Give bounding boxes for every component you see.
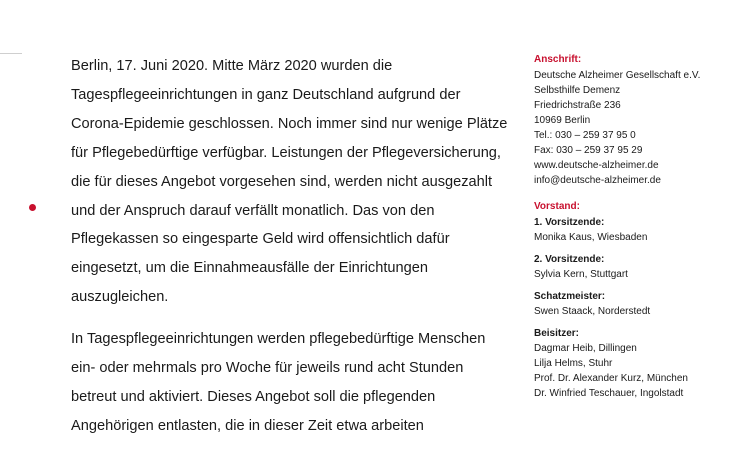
street-address: Friedrichstraße 236 — [534, 100, 621, 111]
member-name: Prof. Dr. Alexander Kurz, München — [534, 373, 688, 384]
board-heading: Vorstand: — [534, 201, 580, 212]
text-line: Angehörigen entlasten, die in dieser Zeit etwa arbeiten — [71, 417, 424, 434]
member-name: Lilja Helms, Stuhr — [534, 358, 613, 369]
text-line: für Pflegebedürftige verfügbar. Leistungen der Pflegeversicherung, — [71, 144, 501, 161]
sidebar-contact-info — [534, 52, 739, 412]
board-group-assessors — [534, 326, 739, 401]
text-line: ein- oder mehrmals pro Woche für jeweils rund acht Stunden — [71, 360, 464, 377]
member-name: Dr. Winfried Teschauer, Ingolstadt — [534, 388, 684, 399]
organization-subtitle: Selbsthilfe Demenz — [534, 85, 621, 96]
text-line: betreut und aktiviert. Dieses Angebot soll die pflegenden — [71, 388, 436, 405]
member-name: Monika Kaus, Wiesbaden — [534, 232, 648, 243]
fold-mark — [0, 53, 22, 54]
role-label: 1. Vorsitzende: — [534, 217, 605, 228]
role-label: 2. Vorsitzende: — [534, 254, 605, 265]
postal-city: 10969 Berlin — [534, 115, 591, 126]
address-heading: Anschrift: — [534, 54, 582, 65]
paragraph-2 — [71, 325, 511, 441]
website-link[interactable]: www.deutsche-alzheimer.de — [534, 160, 659, 171]
text-line: Tagespflegeeinrichtungen in ganz Deutschland aufgrund der — [71, 86, 461, 103]
text-line: die für dieses Angebot vorgesehen sind, werden nicht ausgezahlt — [71, 173, 493, 190]
member-name: Swen Staack, Norderstedt — [534, 306, 651, 317]
email-link[interactable]: info@deutsche-alzheimer.de — [534, 175, 661, 186]
text-line: Corona-Epidemie geschlossen. Noch immer sind nur wenige Plätze — [71, 115, 508, 132]
member-name: Sylvia Kern, Stuttgart — [534, 269, 628, 280]
board-section — [534, 199, 739, 401]
member-name: Dagmar Heib, Dillingen — [534, 343, 637, 354]
fax-number: Fax: 030 – 259 37 95 29 — [534, 145, 643, 156]
organization-name: Deutsche Alzheimer Gesellschaft e.V. — [534, 70, 701, 81]
text-line: Pflegekassen so eingesparte Geld wird offensichtlich dafür — [71, 231, 450, 248]
punch-mark-dot — [29, 204, 36, 211]
role-label: Beisitzer: — [534, 328, 580, 339]
text-line: In Tagespflegeeinrichtungen werden pflegebedürftige Menschen — [71, 331, 486, 348]
text-line: und der Anspruch darauf verfällt monatlich. Das von den — [71, 202, 435, 219]
letter-body — [71, 52, 511, 454]
role-label: Schatzmeister: — [534, 291, 606, 302]
paragraph-1 — [71, 52, 511, 312]
board-group-treasurer — [534, 289, 739, 319]
board-group-vice-chair — [534, 252, 739, 282]
board-group-chair — [534, 215, 739, 245]
text-line: Berlin, 17. Juni 2020. Mitte März 2020 wurden die — [71, 58, 393, 74]
text-line: eingesetzt, um die Einnahmeausfälle der Einrichtungen — [71, 260, 428, 277]
address-section — [534, 52, 739, 188]
phone-number: Tel.: 030 – 259 37 95 0 — [534, 130, 636, 141]
text-line: auszugleichen. — [71, 289, 169, 306]
